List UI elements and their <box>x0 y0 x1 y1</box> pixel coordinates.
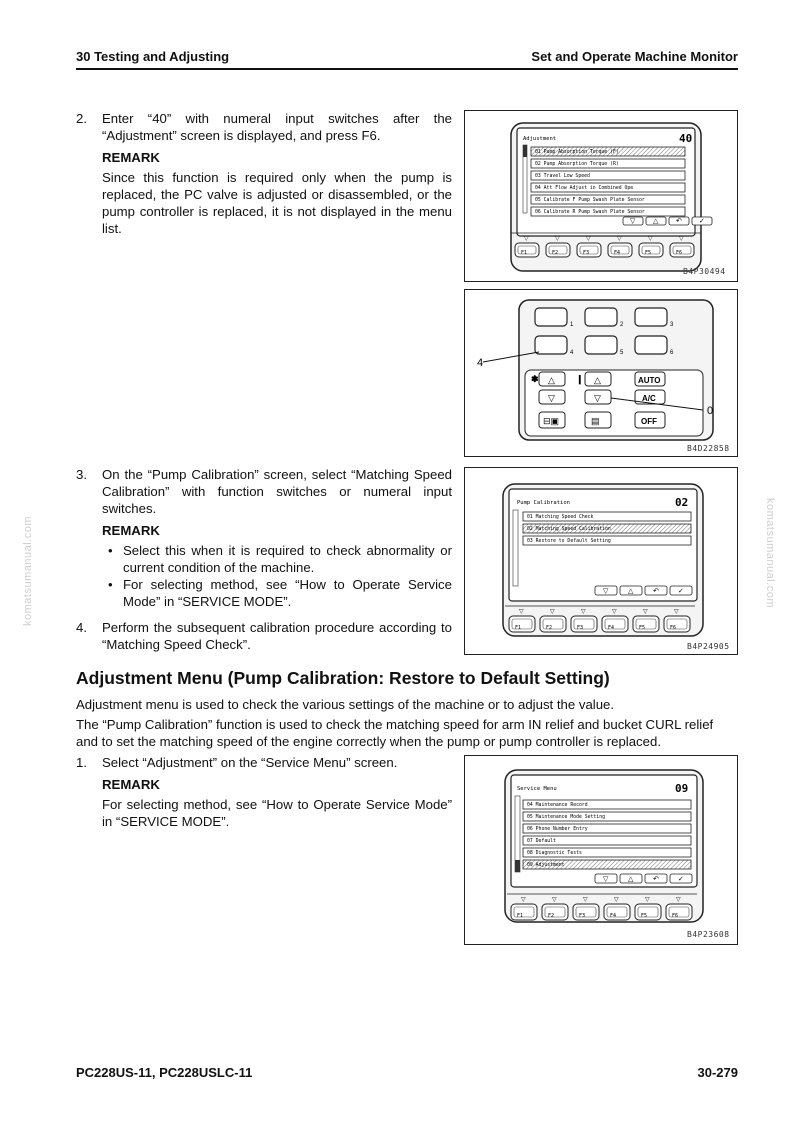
monitor-illustration <box>465 468 739 656</box>
function-key[interactable] <box>542 904 568 920</box>
remark-bullets <box>102 542 452 610</box>
keypad-illustration <box>465 290 739 458</box>
bullet-item: • Select this when it is required to check abnormality or current condition of the machine. <box>102 542 452 576</box>
watermark-right: komatsumanual.com <box>764 498 776 608</box>
step-4 <box>76 619 452 653</box>
step-number: 2. <box>76 111 87 126</box>
function-key-label: F6 <box>672 913 679 919</box>
svg-text:▽: ▽ <box>645 897 650 903</box>
header-section-title: 30 Testing and Adjusting <box>76 49 230 64</box>
svg-text:▽: ▽ <box>612 609 617 615</box>
function-key-label: F5 <box>641 913 648 919</box>
step-3 <box>76 466 452 610</box>
function-key-label: F3 <box>577 625 584 631</box>
function-key[interactable] <box>635 904 661 920</box>
svg-text:▽: ▽ <box>594 393 601 403</box>
section-heading: Adjustment Menu (Pump Calibration: Restore to Default Setting) <box>76 668 610 688</box>
figure-pump-calibration-screen <box>464 467 738 655</box>
svg-text:▽: ▽ <box>603 876 609 883</box>
svg-text:▽: ▽ <box>555 236 560 242</box>
header-topic-title: Set and Operate Machine Monitor <box>531 49 738 64</box>
monitor-illustration <box>465 111 739 283</box>
function-key[interactable] <box>633 616 659 632</box>
svg-text:▤: ▤ <box>591 416 600 426</box>
footer-model: PC228US-11, PC228USLC-11 <box>76 1065 253 1080</box>
page-header <box>76 48 738 68</box>
step-text: Enter “40” with numeral input switches after the “Adjustment” screen is displayed, and press F6. <box>102 111 452 143</box>
numeral-key-label: 2 <box>620 322 624 328</box>
svg-text:△: △ <box>653 218 659 225</box>
numeral-key[interactable] <box>635 308 667 326</box>
svg-text:↶: ↶ <box>653 588 659 595</box>
svg-text:△: △ <box>628 588 634 595</box>
svg-text:✓: ✓ <box>678 876 684 883</box>
svg-text:↶: ↶ <box>653 876 659 883</box>
numeral-key-label: 4 <box>570 350 574 356</box>
numeral-key[interactable] <box>635 336 667 354</box>
svg-text:↶: ↶ <box>676 218 682 225</box>
function-key[interactable] <box>509 616 535 632</box>
step-number: 1. <box>76 755 87 770</box>
screen-page-number: 02 <box>675 496 689 509</box>
watermark-left: komatsumanual.com <box>22 516 34 626</box>
function-key-label: F2 <box>548 913 555 919</box>
svg-text:▽: ▽ <box>524 236 529 242</box>
svg-text:△: △ <box>628 876 634 883</box>
figure-service-menu-screen <box>464 755 738 945</box>
menu-item-label: 03 Restore to Default Setting <box>527 539 611 544</box>
header-rule <box>76 68 738 70</box>
svg-text:▽: ▽ <box>521 897 526 903</box>
svg-text:▽: ▽ <box>630 218 636 225</box>
svg-text:⊟▣: ⊟▣ <box>543 416 560 426</box>
menu-item-label: 02 Pump Absorption Torque (R) <box>535 162 619 167</box>
svg-text:▽: ▽ <box>679 236 684 242</box>
svg-text:▽: ▽ <box>617 236 622 242</box>
svg-text:▽: ▽ <box>648 236 653 242</box>
step-2 <box>76 110 452 237</box>
numeral-key[interactable] <box>535 308 567 326</box>
figure-keypad <box>464 289 738 457</box>
screen-title: Adjustment <box>523 136 557 142</box>
function-key-label: F1 <box>515 625 522 631</box>
function-key-label: F4 <box>610 913 617 919</box>
menu-item-label: 04 Att Flow Adjust in Combined Ope <box>535 186 634 191</box>
step-text: Perform the subsequent calibration procedure according to “Matching Speed Check”. <box>102 620 452 652</box>
callout-right: 0 <box>707 405 714 417</box>
svg-text:▽: ▽ <box>603 588 609 595</box>
menu-item-label: 08 Diagnostic Tests <box>527 851 582 856</box>
svg-text:△: △ <box>548 375 555 385</box>
function-key[interactable] <box>604 904 630 920</box>
menu-item-label: 09 Adjustment <box>527 863 565 868</box>
off-key-label: OFF <box>641 417 657 426</box>
menu-item-label: 05 Calibrate F Pump Swash Plate Sensor <box>535 198 645 203</box>
menu-item-label: 02 Matching Speed Calibration <box>527 527 611 532</box>
svg-text:✓: ✓ <box>678 588 684 595</box>
figure-code: B4P24905 <box>687 642 730 651</box>
footer-page-number: 30-279 <box>697 1065 738 1080</box>
menu-item-label: 06 Calibrate R Pump Swash Plate Sensor <box>535 210 645 215</box>
function-key[interactable] <box>540 616 566 632</box>
function-key-label: F2 <box>552 250 559 256</box>
function-key-label: F1 <box>521 250 528 256</box>
function-key[interactable] <box>664 616 690 632</box>
function-key-label: F5 <box>639 625 646 631</box>
svg-text:▽: ▽ <box>550 609 555 615</box>
figure-code: B4P30494 <box>683 267 726 276</box>
function-key-label: F4 <box>614 250 621 256</box>
remark-title: REMARK <box>102 777 160 792</box>
svg-text:▽: ▽ <box>643 609 648 615</box>
remark-title: REMARK <box>102 523 160 538</box>
function-key[interactable] <box>511 904 537 920</box>
callout-left: 4 <box>477 357 484 369</box>
svg-text:▽: ▽ <box>614 897 619 903</box>
menu-item-label: 01 Pump Absorption Torque (F) <box>535 150 619 155</box>
menu-item-label: 05 Maintenance Mode Setting <box>527 815 605 820</box>
page-footer <box>76 1064 738 1081</box>
step-1 <box>76 754 452 830</box>
function-key[interactable] <box>573 904 599 920</box>
screen-page-number: 40 <box>679 132 693 145</box>
screen-title: Service Menu <box>517 786 557 792</box>
function-key-label: F4 <box>608 625 615 631</box>
bullet-item: • For selecting method, see “How to Operate Service Mode” in “SERVICE MODE”. <box>102 576 452 610</box>
numeral-key-label: 5 <box>620 350 624 356</box>
numeral-key[interactable] <box>585 336 617 354</box>
svg-text:▽: ▽ <box>552 897 557 903</box>
menu-item-label: 06 Phone Number Entry <box>527 827 588 832</box>
svg-text:△: △ <box>594 375 601 385</box>
function-key[interactable] <box>602 616 628 632</box>
svg-text:▽: ▽ <box>676 897 681 903</box>
numeral-key[interactable] <box>535 336 567 354</box>
ac-key-label: A/C <box>642 394 656 403</box>
svg-text:▽: ▽ <box>583 897 588 903</box>
auto-key-label: AUTO <box>638 376 661 385</box>
step-number: 3. <box>76 467 87 482</box>
menu-item-label: 03 Travel Low Speed <box>535 174 590 179</box>
numeral-key[interactable] <box>585 308 617 326</box>
figure-adjustment-screen <box>464 110 738 282</box>
svg-text:✽: ✽ <box>531 374 539 384</box>
svg-text:▽: ▽ <box>674 609 679 615</box>
screen-title: Pump Calibration <box>517 500 570 506</box>
numeral-key-label: 1 <box>570 322 574 328</box>
function-key-label: F6 <box>676 250 683 256</box>
function-key-label: F6 <box>670 625 677 631</box>
numeral-key-label: 3 <box>670 322 674 328</box>
figure-code: B4P23608 <box>687 930 730 939</box>
remark-text: For selecting method, see “How to Operate Service Mode” in “SERVICE MODE”. <box>102 797 452 829</box>
function-key-label: F3 <box>579 913 586 919</box>
svg-text:▽: ▽ <box>519 609 524 615</box>
remark-title: REMARK <box>102 150 160 165</box>
function-key-label: F5 <box>645 250 652 256</box>
function-key-label: F1 <box>517 913 524 919</box>
svg-text:✓: ✓ <box>699 218 705 225</box>
section-paragraph: The “Pump Calibration” function is used to check the matching speed for arm IN relief and bucket CURL relief and to set the matching speed of the engine correctly when the pump or pump controller is replaced. <box>76 717 714 749</box>
step-text: Select “Adjustment” on the “Service Menu” screen. <box>102 755 398 770</box>
monitor-illustration <box>465 756 739 946</box>
function-key-label: F3 <box>583 250 590 256</box>
function-key[interactable] <box>571 616 597 632</box>
function-key[interactable] <box>666 904 692 920</box>
menu-item-label: 01 Matching Speed Check <box>527 515 594 520</box>
figure-code: B4D22858 <box>687 444 730 453</box>
svg-text:▽: ▽ <box>581 609 586 615</box>
svg-text:❙: ❙ <box>576 374 584 384</box>
section-paragraph: Adjustment menu is used to check the various settings of the machine or to adjust the value. <box>76 697 615 712</box>
numeral-key-label: 6 <box>670 350 674 356</box>
remark-text: Since this function is required only when the pump is replaced, the PC valve is adjusted or disassembled, or the pump controller is replaced, it is not displayed in the menu list. <box>102 170 452 236</box>
step-number: 4. <box>76 620 87 635</box>
svg-text:▽: ▽ <box>548 393 555 403</box>
menu-item-label: 04 Maintenance Record <box>527 803 588 808</box>
menu-item-label: 07 Default <box>527 839 556 844</box>
screen-page-number: 09 <box>675 782 689 795</box>
function-key-label: F2 <box>546 625 553 631</box>
step-text: On the “Pump Calibration” screen, select “Matching Speed Calibration” with function switches or numeral input switches. <box>102 467 452 516</box>
svg-text:▽: ▽ <box>586 236 591 242</box>
